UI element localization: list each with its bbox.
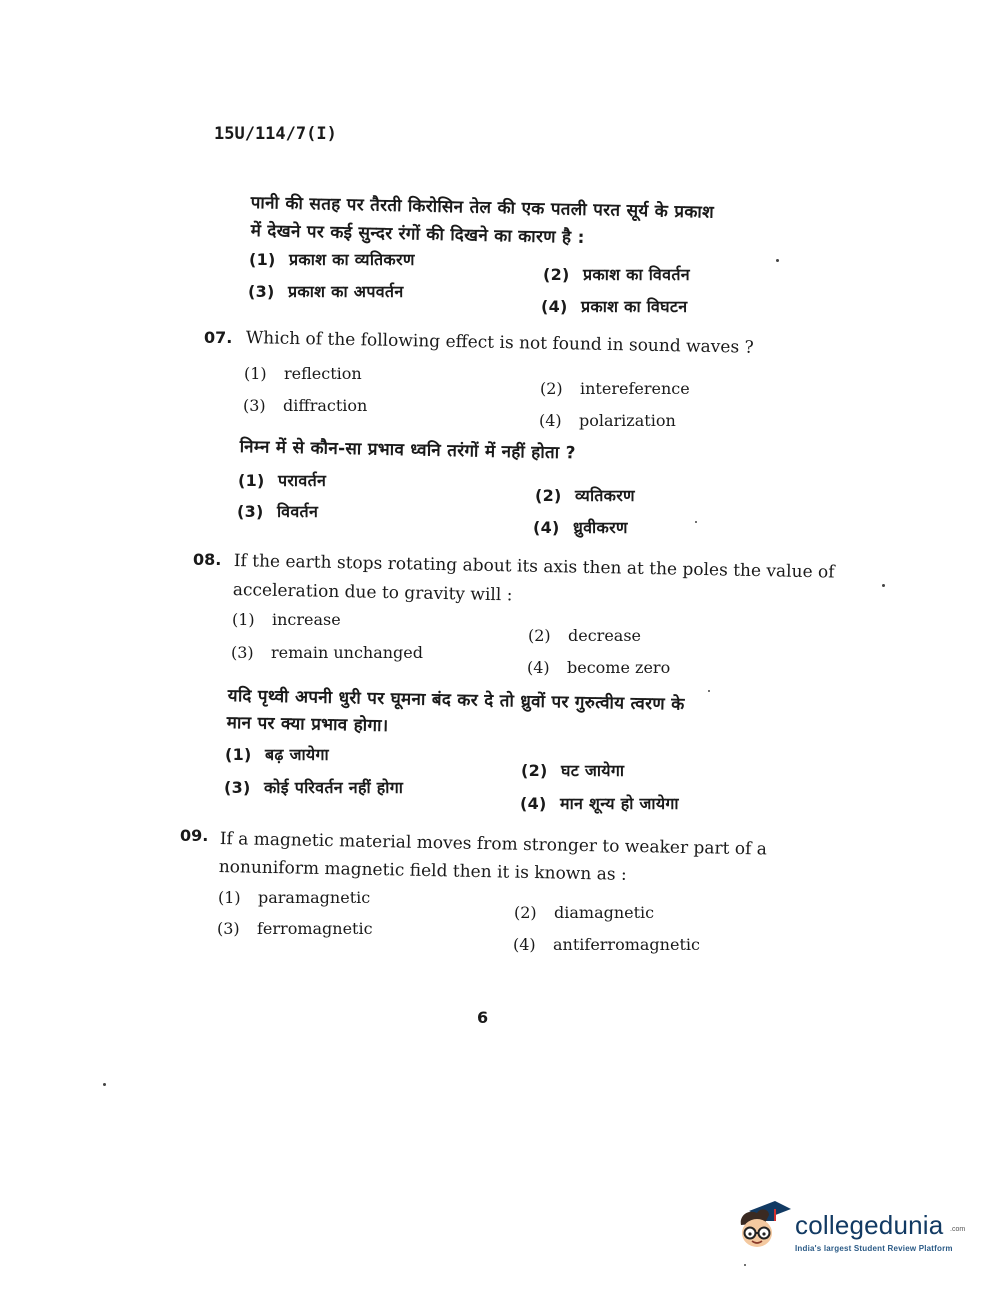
collegedunia-mascot-icon bbox=[735, 1195, 793, 1253]
q8-hindi-option-1: (1) बढ़ जायेगा bbox=[225, 745, 329, 764]
q9-number: 09. bbox=[180, 826, 209, 845]
q6-hindi-stem-line1: पानी की सतह पर तैरती किरोसिन तेल की एक पतली परत सूर्य के प्रकाश bbox=[250, 192, 715, 223]
q7-hindi-option-1: (1) परावर्तन bbox=[238, 471, 327, 490]
q8-hindi-stem-line2: मान पर क्या प्रभाव होगा। bbox=[226, 712, 389, 737]
q9-option-3: (3) ferromagnetic bbox=[217, 919, 373, 938]
q7-number: 07. bbox=[204, 328, 233, 347]
scan-speck bbox=[708, 690, 710, 692]
q7-hindi-stem: निम्न में से कौन-सा प्रभाव ध्वनि तरंगों में नहीं होता ? bbox=[239, 436, 576, 464]
q7-option-3: (3) diffraction bbox=[243, 396, 368, 415]
collegedunia-logo-name: collegedunia bbox=[795, 1210, 944, 1240]
q8-option-3: (3) remain unchanged bbox=[231, 643, 424, 662]
q8-number: 08. bbox=[193, 550, 222, 569]
q7-option-4: (4) polarization bbox=[539, 411, 676, 430]
q8-stem-line1: If the earth stops rotating about its axis then at the poles the value of bbox=[233, 551, 835, 583]
q8-option-2: (2) decrease bbox=[528, 626, 642, 645]
q7-hindi-option-2: (2) व्यतिकरण bbox=[535, 486, 635, 505]
scan-speck bbox=[882, 584, 885, 587]
scan-speck bbox=[744, 1264, 746, 1266]
q6-hindi-stem-line2: में देखने पर कई सुन्दर रंगों की दिखने का कारण है : bbox=[250, 220, 585, 248]
scan-speck bbox=[776, 259, 779, 262]
q8-hindi-stem-line1: यदि पृथ्वी अपनी धुरी पर घूमना बंद कर दे तो ध्रुवों पर गुरुत्वीय त्वरण के bbox=[227, 685, 685, 715]
q8-option-1: (1) increase bbox=[232, 610, 341, 629]
q9-option-4: (4) antiferromagnetic bbox=[513, 935, 700, 954]
scan-speck bbox=[695, 521, 697, 523]
scan-speck bbox=[103, 1083, 106, 1086]
collegedunia-tagline: India's largest Student Review Platform bbox=[795, 1244, 953, 1253]
q7-option-2: (2) intereference bbox=[540, 379, 690, 398]
q7-option-1: (1) reflection bbox=[244, 364, 362, 383]
q6-option-1: (1) प्रकाश का व्यतिकरण bbox=[249, 250, 415, 269]
paper-code: 15U/114/7(I) bbox=[214, 124, 337, 144]
q8-hindi-option-4: (4) मान शून्य हो जायेगा bbox=[520, 794, 679, 813]
q9-option-2: (2) diamagnetic bbox=[514, 903, 655, 922]
q8-stem-line2: acceleration due to gravity will : bbox=[232, 580, 513, 606]
q9-option-1: (1) paramagnetic bbox=[218, 888, 371, 907]
q7-stem: Which of the following effect is not found in sound waves ? bbox=[245, 328, 754, 358]
q7-hindi-option-3: (3) विवर्तन bbox=[237, 502, 319, 521]
q8-option-4: (4) become zero bbox=[527, 658, 671, 677]
q9-stem-line2: nonuniform magnetic field then it is known as : bbox=[218, 857, 627, 885]
collegedunia-logo-suffix: .com bbox=[950, 1226, 966, 1233]
page-number: 6 bbox=[477, 1008, 489, 1027]
q6-option-4: (4) प्रकाश का विघटन bbox=[541, 297, 688, 316]
q8-hindi-option-2: (2) घट जायेगा bbox=[521, 761, 625, 780]
q7-hindi-option-4: (4) ध्रुवीकरण bbox=[533, 518, 628, 537]
q8-hindi-option-3: (3) कोई परिवर्तन नहीं होगा bbox=[224, 778, 404, 797]
q9-stem-line1: If a magnetic material moves from stronger to weaker part of a bbox=[219, 829, 768, 860]
q6-option-2: (2) प्रकाश का विवर्तन bbox=[543, 265, 690, 284]
q6-option-3: (3) प्रकाश का अपवर्तन bbox=[248, 282, 404, 301]
